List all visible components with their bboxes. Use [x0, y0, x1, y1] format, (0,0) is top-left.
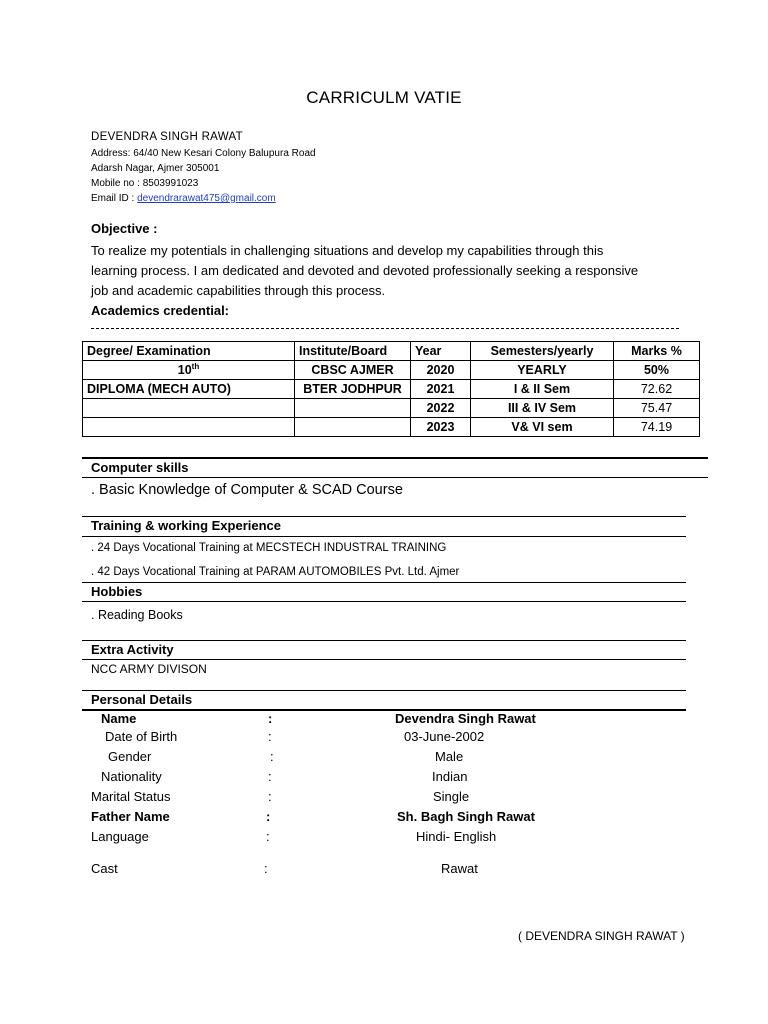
detail-value-name: Devendra Singh Rawat	[395, 711, 536, 726]
marks-cell: 75.47	[614, 399, 700, 418]
document-title: CARRICULM VATIE	[306, 88, 462, 107]
table-row	[83, 399, 700, 418]
table-row	[83, 418, 700, 437]
detail-separator: :	[268, 729, 272, 744]
section-divider	[82, 457, 708, 459]
semester-cell: V& VI sem	[471, 418, 614, 437]
objective-line: To realize my potentials in challenging situations and develop my capabilities through this	[91, 243, 604, 258]
table-header-row	[83, 342, 700, 361]
year-cell: 2020	[411, 361, 471, 380]
section-divider	[82, 640, 686, 641]
detail-label-father-name: Father Name	[91, 809, 170, 824]
detail-value-gender: Male	[435, 749, 464, 764]
marks-cell: 74.19	[614, 418, 700, 437]
training-item: . 24 Days Vocational Training at MECSTECH INDUSTRAL TRAINING	[91, 542, 447, 554]
detail-value-language: Hindi- English	[416, 829, 497, 844]
institute-cell	[295, 418, 411, 437]
objective-heading: Objective :	[91, 221, 158, 236]
marks-cell: 50%	[614, 361, 700, 380]
detail-label-cast: Cast	[91, 861, 118, 876]
training-heading: Training & working Experience	[91, 518, 281, 533]
objective-text	[91, 241, 691, 301]
detail-value-cast: Rawat	[441, 861, 478, 876]
detail-label-dob: Date of Birth	[105, 729, 178, 744]
section-divider	[82, 659, 686, 660]
section-divider	[82, 516, 686, 517]
column-header: Year	[411, 342, 471, 361]
detail-separator: :	[264, 861, 268, 876]
section-divider	[82, 601, 686, 602]
mobile-number: Mobile no : 8503991023	[91, 178, 199, 189]
section-divider	[82, 536, 686, 537]
candidate-name: DEVENDRA SINGH RAWAT	[91, 131, 243, 143]
detail-label-gender: Gender	[108, 749, 152, 764]
extra-activity-item: NCC ARMY DIVISON	[91, 662, 207, 676]
email-line	[91, 191, 316, 206]
detail-separator: :	[268, 789, 272, 804]
semester-cell: I & II Sem	[471, 380, 614, 399]
extra-activity-heading: Extra Activity	[91, 642, 174, 657]
email-link[interactable]: devendrarawat475@gmail.com	[137, 193, 276, 204]
email-label: Email ID :	[91, 193, 138, 204]
degree-cell: 10th	[83, 361, 295, 380]
training-item: . 42 Days Vocational Training at PARAM AUTOMOBILES Pvt. Ltd. Ajmer	[91, 566, 460, 578]
semester-cell: III & IV Sem	[471, 399, 614, 418]
contact-block	[91, 130, 316, 206]
section-divider	[82, 690, 686, 691]
objective-line: learning process. I am dedicated and devoted and devoted professionally seeking a responsive	[91, 263, 639, 278]
detail-separator: :	[270, 749, 274, 764]
dashed-divider	[91, 328, 679, 329]
address-line-1: Address: 64/40 New Kesari Colony Balupura Road	[91, 148, 316, 159]
year-cell: 2023	[411, 418, 471, 437]
detail-label-marital-status: Marital Status	[91, 789, 171, 804]
detail-value-father-name: Sh. Bagh Singh Rawat	[397, 809, 535, 824]
objective-line: job and academic capabilities through this process.	[91, 283, 386, 298]
detail-label-name: Name	[101, 711, 137, 726]
column-header: Institute/Board	[295, 342, 411, 361]
detail-value-nationality: Indian	[432, 769, 468, 784]
degree-cell: DIPLOMA (MECH AUTO)	[83, 380, 295, 399]
detail-label-language: Language	[91, 829, 149, 844]
year-cell: 2021	[411, 380, 471, 399]
year-cell: 2022	[411, 399, 471, 418]
detail-separator: :	[266, 829, 270, 844]
institute-cell: CBSC AJMER	[295, 361, 411, 380]
detail-separator: :	[268, 711, 273, 726]
detail-label-nationality: Nationality	[101, 769, 162, 784]
hobby-item: . Reading Books	[91, 608, 183, 622]
detail-separator: :	[268, 769, 272, 784]
marks-cell: 72.62	[614, 380, 700, 399]
academics-table	[82, 341, 700, 437]
detail-value-dob: 03-June-2002	[404, 729, 485, 744]
hobbies-heading: Hobbies	[91, 584, 143, 599]
table-row	[83, 380, 700, 399]
column-header: Degree/ Examination	[83, 342, 295, 361]
institute-cell	[295, 399, 411, 418]
column-header: Marks %	[614, 342, 700, 361]
column-header: Semesters/yearly	[471, 342, 614, 361]
signature: ( DEVENDRA SINGH RAWAT )	[518, 929, 685, 943]
computer-skills-heading: Computer skills	[91, 460, 189, 475]
table-row	[83, 361, 700, 380]
address-line-2: Adarsh Nagar, Ajmer 305001	[91, 163, 220, 174]
detail-separator: :	[266, 809, 271, 824]
degree-cell	[83, 399, 295, 418]
section-divider	[82, 477, 708, 478]
detail-value-marital-status: Single	[433, 789, 470, 804]
semester-cell: YEARLY	[471, 361, 614, 380]
degree-cell	[83, 418, 295, 437]
section-divider	[82, 709, 686, 711]
section-divider	[82, 582, 686, 583]
institute-cell: BTER JODHPUR	[295, 380, 411, 399]
computer-skill-item: . Basic Knowledge of Computer & SCAD Course	[91, 482, 403, 498]
personal-details-heading: Personal Details	[91, 692, 193, 707]
academics-heading: Academics credential:	[91, 303, 230, 318]
